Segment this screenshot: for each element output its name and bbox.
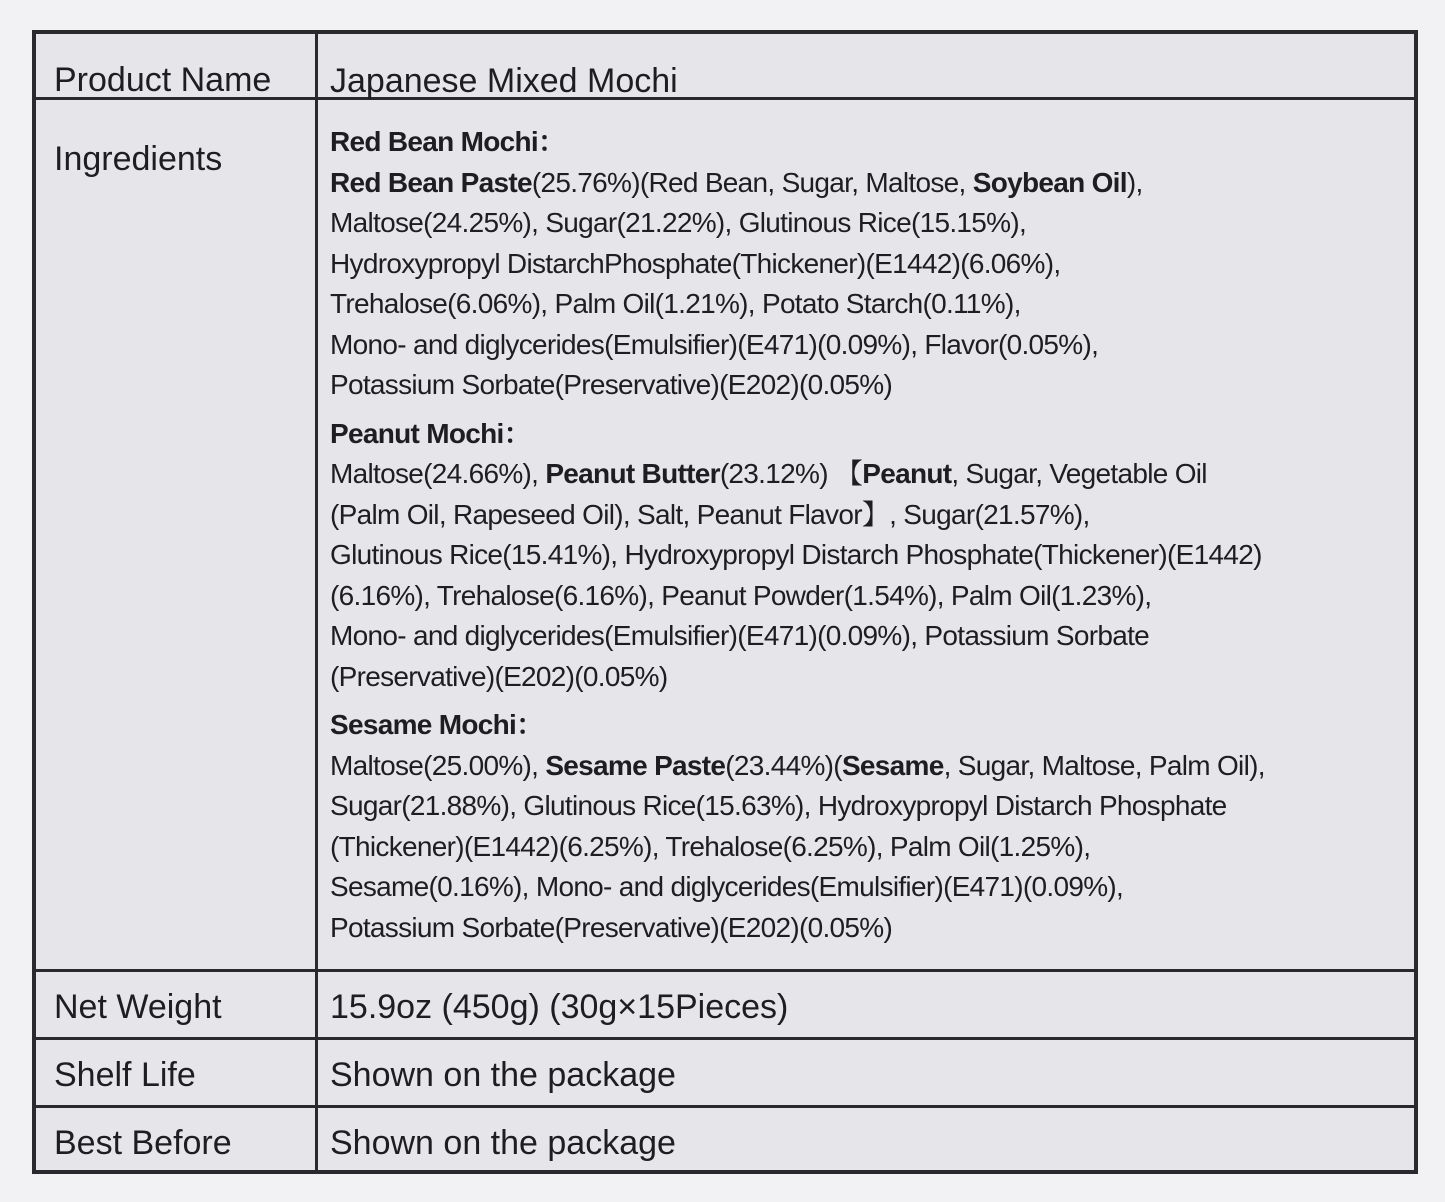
ingredient-text: Mono- and diglycerides(Emulsifier)(E471)(0.09%), Flavor(0.05%), [330,328,1099,360]
ingredient-text: Hydroxypropyl DistarchPhosphate(Thickener)(E1442)(6.06%), [330,247,1061,279]
ingredient-bold-text: Soybean Oil [972,166,1127,198]
ingredient-text: (Thickener)(E1442)(6.25%), Trehalose(6.25%), Palm Oil(1.25%), [330,830,1091,862]
ingredient-line [330,746,1414,787]
ingredients-label: Ingredients [36,100,318,969]
ingredient-bold-text: Peanut [862,458,952,489]
ingredient-line [330,867,1414,908]
best-before-value: Shown on the package [330,1124,676,1162]
ingredient-text: Glutinous Rice(15.41%), Hydroxypropyl Distarch Phosphate(Thickener)(E1442) [330,539,1262,570]
row-best-before [36,1108,1414,1174]
ingredient-section-title: Peanut Mochi： [330,417,531,449]
row-net-weight [36,972,1414,1040]
ingredient-line [330,827,1414,868]
ingredient-line [330,163,1414,204]
ingredient-text: (23.44%)( [725,749,842,781]
ingredient-line [330,284,1414,325]
shelf-life-label: Shelf Life [36,1040,318,1105]
ingredient-line [330,495,1414,536]
ingredient-line [330,244,1414,285]
ingredient-line [330,576,1414,617]
ingredient-text: (6.16%), Trehalose(6.16%), Peanut Powder(1.54%), Palm Oil(1.23%), [330,579,1152,611]
shelf-life-value: Shown on the package [330,1056,676,1094]
ingredient-text: Sesame(0.16%), Mono- and diglycerides(Emulsifier)(E471)(0.09%), [330,871,1124,902]
ingredient-bold-text: Sesame [841,749,944,781]
ingredient-line [330,535,1414,576]
ingredient-text: Potassium Sorbate(Preservative)(E202)(0.05%) [330,369,893,400]
ingredient-text: Maltose(25.00%), [330,749,546,781]
ingredient-section-title: Red Bean Mochi： [330,126,566,157]
ingredient-text: , Sugar, Vegetable Oil [951,458,1207,489]
ingredient-line [330,616,1414,657]
ingredient-section [330,122,1414,406]
ingredient-text: (25.76%)(Red Bean, Sugar, Maltose, [531,166,973,198]
ingredient-section [330,414,1414,698]
ingredient-text: Sugar(21.88%), Glutinous Rice(15.63%), Hydroxypropyl Distarch Phosphate [330,790,1227,821]
row-ingredients [36,100,1414,972]
ingredient-text: ), [1126,166,1143,198]
ingredient-bold-text: Sesame Paste [545,749,726,781]
ingredient-line [330,786,1414,827]
ingredient-bold-text: Red Bean Paste [330,166,532,198]
ingredients-value [318,100,1414,969]
product-name-value: Japanese Mixed Mochi [330,62,678,100]
product-info-table [32,30,1418,1174]
ingredient-text: (23.12%) 【 [719,458,863,489]
product-name-label: Product Name [36,34,318,97]
ingredient-line [330,908,1414,949]
ingredient-text: Potassium Sorbate(Preservative)(E202)(0.05%) [330,911,893,943]
ingredient-section [330,705,1414,948]
ingredient-line [330,203,1414,244]
ingredient-line [330,325,1414,366]
row-shelf-life [36,1040,1414,1108]
ingredient-text: (Palm Oil, Rapeseed Oil), Salt, Peanut Flavor】, Sugar(21.57%), [330,498,1090,530]
ingredient-line [330,454,1414,495]
best-before-label: Best Before [36,1108,318,1174]
ingredient-text: (Preservative)(E202)(0.05%) [330,660,668,692]
ingredient-line [330,657,1414,698]
row-product-name [36,34,1414,100]
ingredient-text: Trehalose(6.06%), Palm Oil(1.21%), Potato Starch(0.11%), [330,288,1021,319]
ingredient-text: Mono- and diglycerides(Emulsifier)(E471)(0.09%), Potassium Sorbate [330,620,1150,651]
ingredient-line [330,365,1414,406]
ingredient-text: , Sugar, Maltose, Palm Oil), [943,749,1265,781]
net-weight-value: 15.9oz (450g) (30g×15Pieces) [330,988,789,1026]
ingredient-text: Maltose(24.66%), [330,458,546,489]
net-weight-label: Net Weight [36,972,318,1037]
ingredient-section-title: Sesame Mochi： [330,709,544,740]
ingredient-bold-text: Peanut Butter [545,458,720,489]
ingredient-text: Maltose(24.25%), Sugar(21.22%), Glutinous Rice(15.15%), [330,207,1027,238]
